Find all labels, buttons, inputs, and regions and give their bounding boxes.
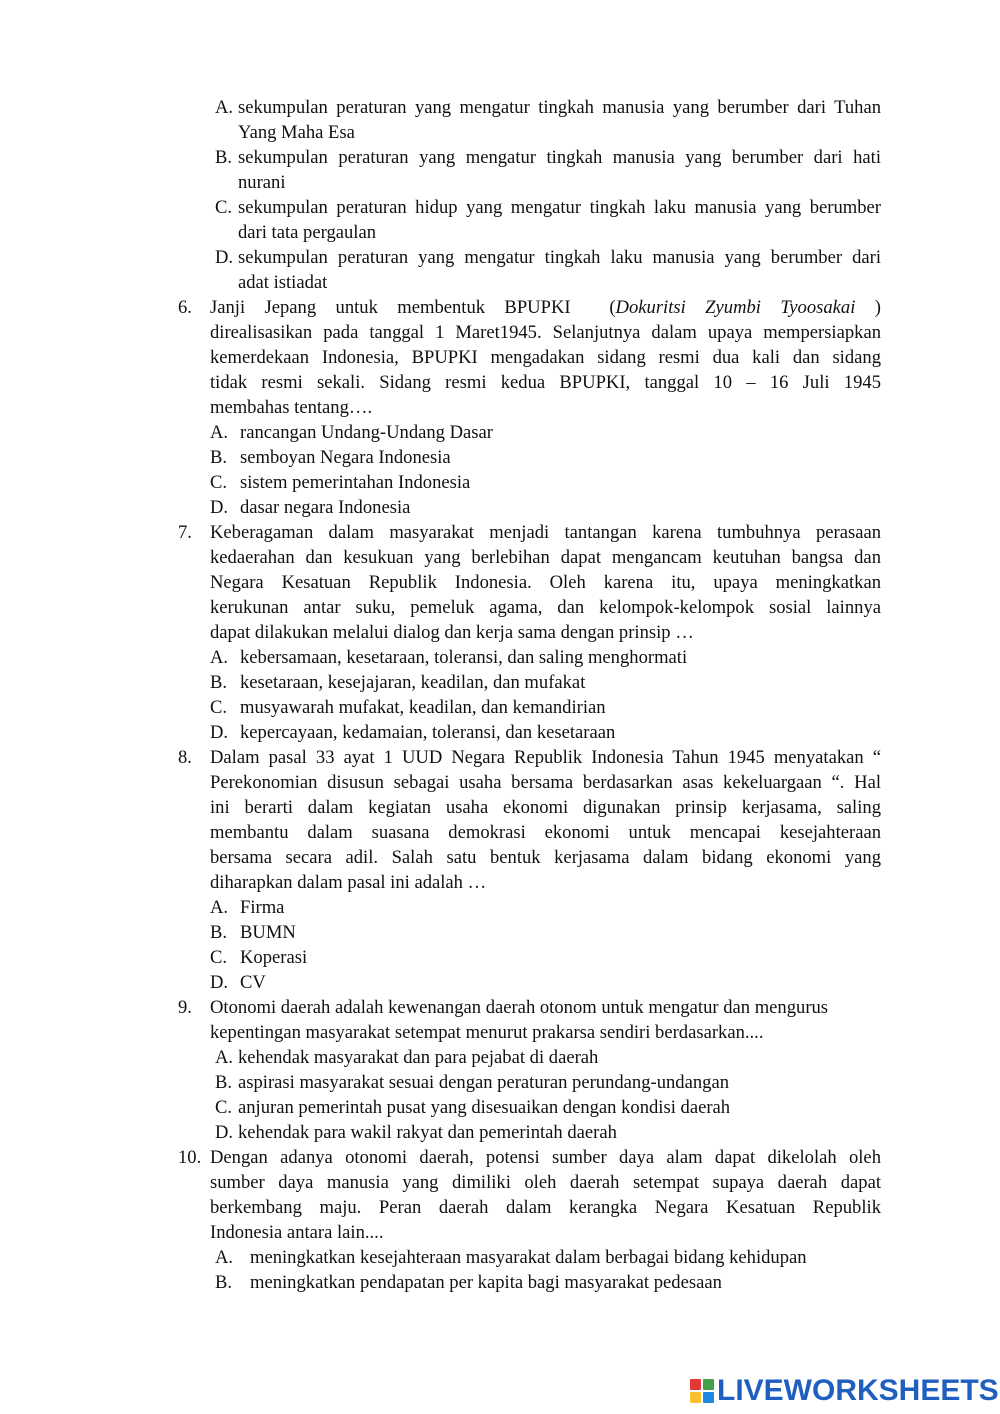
q10-question-line-2: sumber daya manusia yang dimiliki oleh daerah setempat supaya daerah dapat — [210, 1172, 881, 1193]
q6-option-c-label: C. — [210, 472, 228, 493]
q8-question-line-4: membantu dalam suasana demokrasi ekonomi untuk mencapai kesejahteraan — [210, 822, 881, 843]
q6-option-b-text: semboyan Negara Indonesia — [240, 447, 451, 468]
q9-option-d-label: D. — [215, 1122, 234, 1143]
q8-question-line-6: diharapkan dalam pasal ini adalah … — [210, 872, 487, 893]
q8-option-d-text: CV — [240, 972, 266, 993]
q6-option-c-text: sistem pemerintahan Indonesia — [240, 472, 471, 493]
q7-question-line-5: dapat dilakukan melalui dialog dan kerja sama dengan prinsip … — [210, 622, 694, 643]
q6-option-b-label: B. — [210, 447, 228, 468]
q7-option-a-text: kebersamaan, kesetaraan, toleransi, dan saling menghormati — [240, 647, 688, 668]
q6-option-d-text: dasar negara Indonesia — [240, 497, 411, 518]
liveworksheets-logo — [690, 1374, 999, 1408]
q9-option-b-text: aspirasi masyarakat sesuai dengan peraturan perundang-undangan — [238, 1072, 729, 1093]
q7-question-line-2: kedaerahan dan kesukuan yang berlebihan dapat mengancam keutuhan bangsa dan — [210, 547, 881, 568]
q9-option-c-label: C. — [215, 1097, 233, 1118]
q7-option-c-text: musyawarah mufakat, keadilan, dan kemandirian — [240, 697, 606, 718]
q8-option-c-label: C. — [210, 947, 228, 968]
q6-question-start: Janji Jepang untuk membentuk BPUPKI — [210, 297, 571, 318]
logo-square-red — [690, 1379, 701, 1390]
q6-question-line-5: membahas tentang…. — [210, 397, 373, 418]
q7-question-line-1: Keberagaman dalam masyarakat menjadi tantangan karena tumbuhnya perasaan — [210, 522, 881, 543]
q5-option-a-label: A. — [215, 97, 234, 118]
q9-option-a-text: kehendak masyarakat dan para pejabat di daerah — [238, 1047, 599, 1068]
q6-question-line-3: kemerdekaan Indonesia, BPUPKI mengadakan sidang resmi dua kali dan sidang — [210, 347, 881, 368]
q10-question-line-3: berkembang maju. Peran daerah dalam kerangka Negara Kesatuan Republik — [210, 1197, 881, 1218]
q7-question-line-3: Negara Kesatuan Republik Indonesia. Oleh karena itu, upaya meningkatkan — [210, 572, 881, 593]
q10-option-a-text: meningkatkan kesejahteraan masyarakat dalam berbagai bidang kehidupan — [250, 1247, 807, 1268]
q5-option-b-text-cont: nurani — [238, 172, 286, 193]
q5-option-d-text-cont: adat istiadat — [238, 272, 328, 293]
q5-option-d-text: sekumpulan peraturan yang mengatur tingkah laku manusia yang berumber dari — [238, 247, 881, 268]
q7-option-b-label: B. — [210, 672, 228, 693]
q8-question-line-3: ini berarti dalam kegiatan usaha ekonomi digunakan prinsip kerjasama, saling — [210, 797, 881, 818]
q10-question-line-4: Indonesia antara lain.... — [210, 1222, 384, 1243]
q8-option-a-label: A. — [210, 897, 229, 918]
q6-option-d-label: D. — [210, 497, 229, 518]
q6-question-line-2: direalisasikan pada tanggal 1 Maret1945. Selanjutnya dalam upaya mempersiapkan — [210, 322, 881, 343]
q10-option-b-text: meningkatkan pendapatan per kapita bagi masyarakat pedesaan — [250, 1272, 722, 1293]
q9-question-line-1: Otonomi daerah adalah kewenangan daerah otonom untuk mengatur dan mengurus — [210, 997, 829, 1018]
q7-option-d-text: kepercayaan, kedamaian, toleransi, dan kesetaraan — [240, 722, 616, 743]
q5-option-d-label: D. — [215, 247, 234, 268]
q6-number: 6. — [178, 297, 192, 318]
q8-question-line-2: Perekonomian disusun sebagai usaha bersama berdasarkan asas kekeluargaan “. Hal — [210, 772, 881, 793]
q7-option-b-text: kesetaraan, kesejajaran, keadilan, dan mufakat — [240, 672, 586, 693]
q5-option-c-text: sekumpulan peraturan hidup yang mengatur tingkah laku manusia yang berumber — [238, 197, 881, 218]
q7-number: 7. — [178, 522, 192, 543]
q9-number: 9. — [178, 997, 192, 1018]
logo-square-yellow — [690, 1392, 701, 1403]
q7-option-c-label: C. — [210, 697, 228, 718]
q9-option-d-text: kehendak para wakil rakyat dan pemerintah daerah — [238, 1122, 617, 1143]
q5-option-b-label: B. — [215, 147, 233, 168]
q7-option-d-label: D. — [210, 722, 229, 743]
q10-number: 10. — [178, 1147, 202, 1168]
q10-option-a-label: A. — [215, 1247, 234, 1268]
logo-grid-icon — [690, 1379, 714, 1403]
q8-option-b-label: B. — [210, 922, 228, 943]
q8-option-c-text: Koperasi — [240, 947, 308, 968]
q9-option-b-label: B. — [215, 1072, 233, 1093]
q10-option-b-label: B. — [215, 1272, 233, 1293]
q5-option-c-label: C. — [215, 197, 233, 218]
q9-option-a-label: A. — [215, 1047, 234, 1068]
q5-option-a-text-cont: Yang Maha Esa — [238, 122, 355, 143]
q6-question-italic: Dokuritsi Zyumbi Tyoosakai — [615, 297, 856, 318]
logo-square-blue — [703, 1392, 714, 1403]
logo-square-green — [703, 1379, 714, 1390]
q10-question-line-1: Dengan adanya otonomi daerah, potensi sumber daya alam dapat dikelolah oleh — [210, 1147, 881, 1168]
q7-option-a-label: A. — [210, 647, 229, 668]
q6-option-a-text: rancangan Undang-Undang Dasar — [240, 422, 493, 443]
q7-question-line-4: kerukunan antar suku, pemeluk agama, dan kelompok-kelompok sosial lainnya — [210, 597, 881, 618]
q8-number: 8. — [178, 747, 192, 768]
q5-option-c-text-cont: dari tata pergaulan — [238, 222, 377, 243]
q6-question-line-1: Janji Jepang untuk membentuk BPUPKI (Dokuritsi Zyumbi Tyoosakai ) — [210, 297, 881, 318]
q8-question-line-5: bersama secara adil. Salah satu bentuk kerjasama dalam bidang ekonomi yang — [210, 847, 881, 868]
q8-option-d-label: D. — [210, 972, 229, 993]
q8-option-b-text: BUMN — [240, 922, 296, 943]
q9-question-line-2: kepentingan masyarakat setempat menurut prakarsa sendiri berdasarkan.... — [210, 1022, 764, 1043]
q8-question-line-1: Dalam pasal 33 ayat 1 UUD Negara Republik Indonesia Tahun 1945 menyatakan “ — [210, 747, 881, 768]
q5-option-b-text: sekumpulan peraturan yang mengatur tingkah manusia yang berumber dari hati — [238, 147, 881, 168]
q5-option-a-text: sekumpulan peraturan yang mengatur tingkah manusia yang berumber dari Tuhan — [238, 97, 881, 118]
q8-option-a-text: Firma — [240, 897, 285, 918]
q9-option-c-text: anjuran pemerintah pusat yang disesuaikan dengan kondisi daerah — [238, 1097, 731, 1118]
logo-text: LIVEWORKSHEETS — [717, 1374, 999, 1407]
q6-question-line-4: tidak resmi sekali. Sidang resmi kedua BPUPKI, tanggal 10 – 16 Juli 1945 — [210, 372, 881, 393]
q6-option-a-label: A. — [210, 422, 229, 443]
